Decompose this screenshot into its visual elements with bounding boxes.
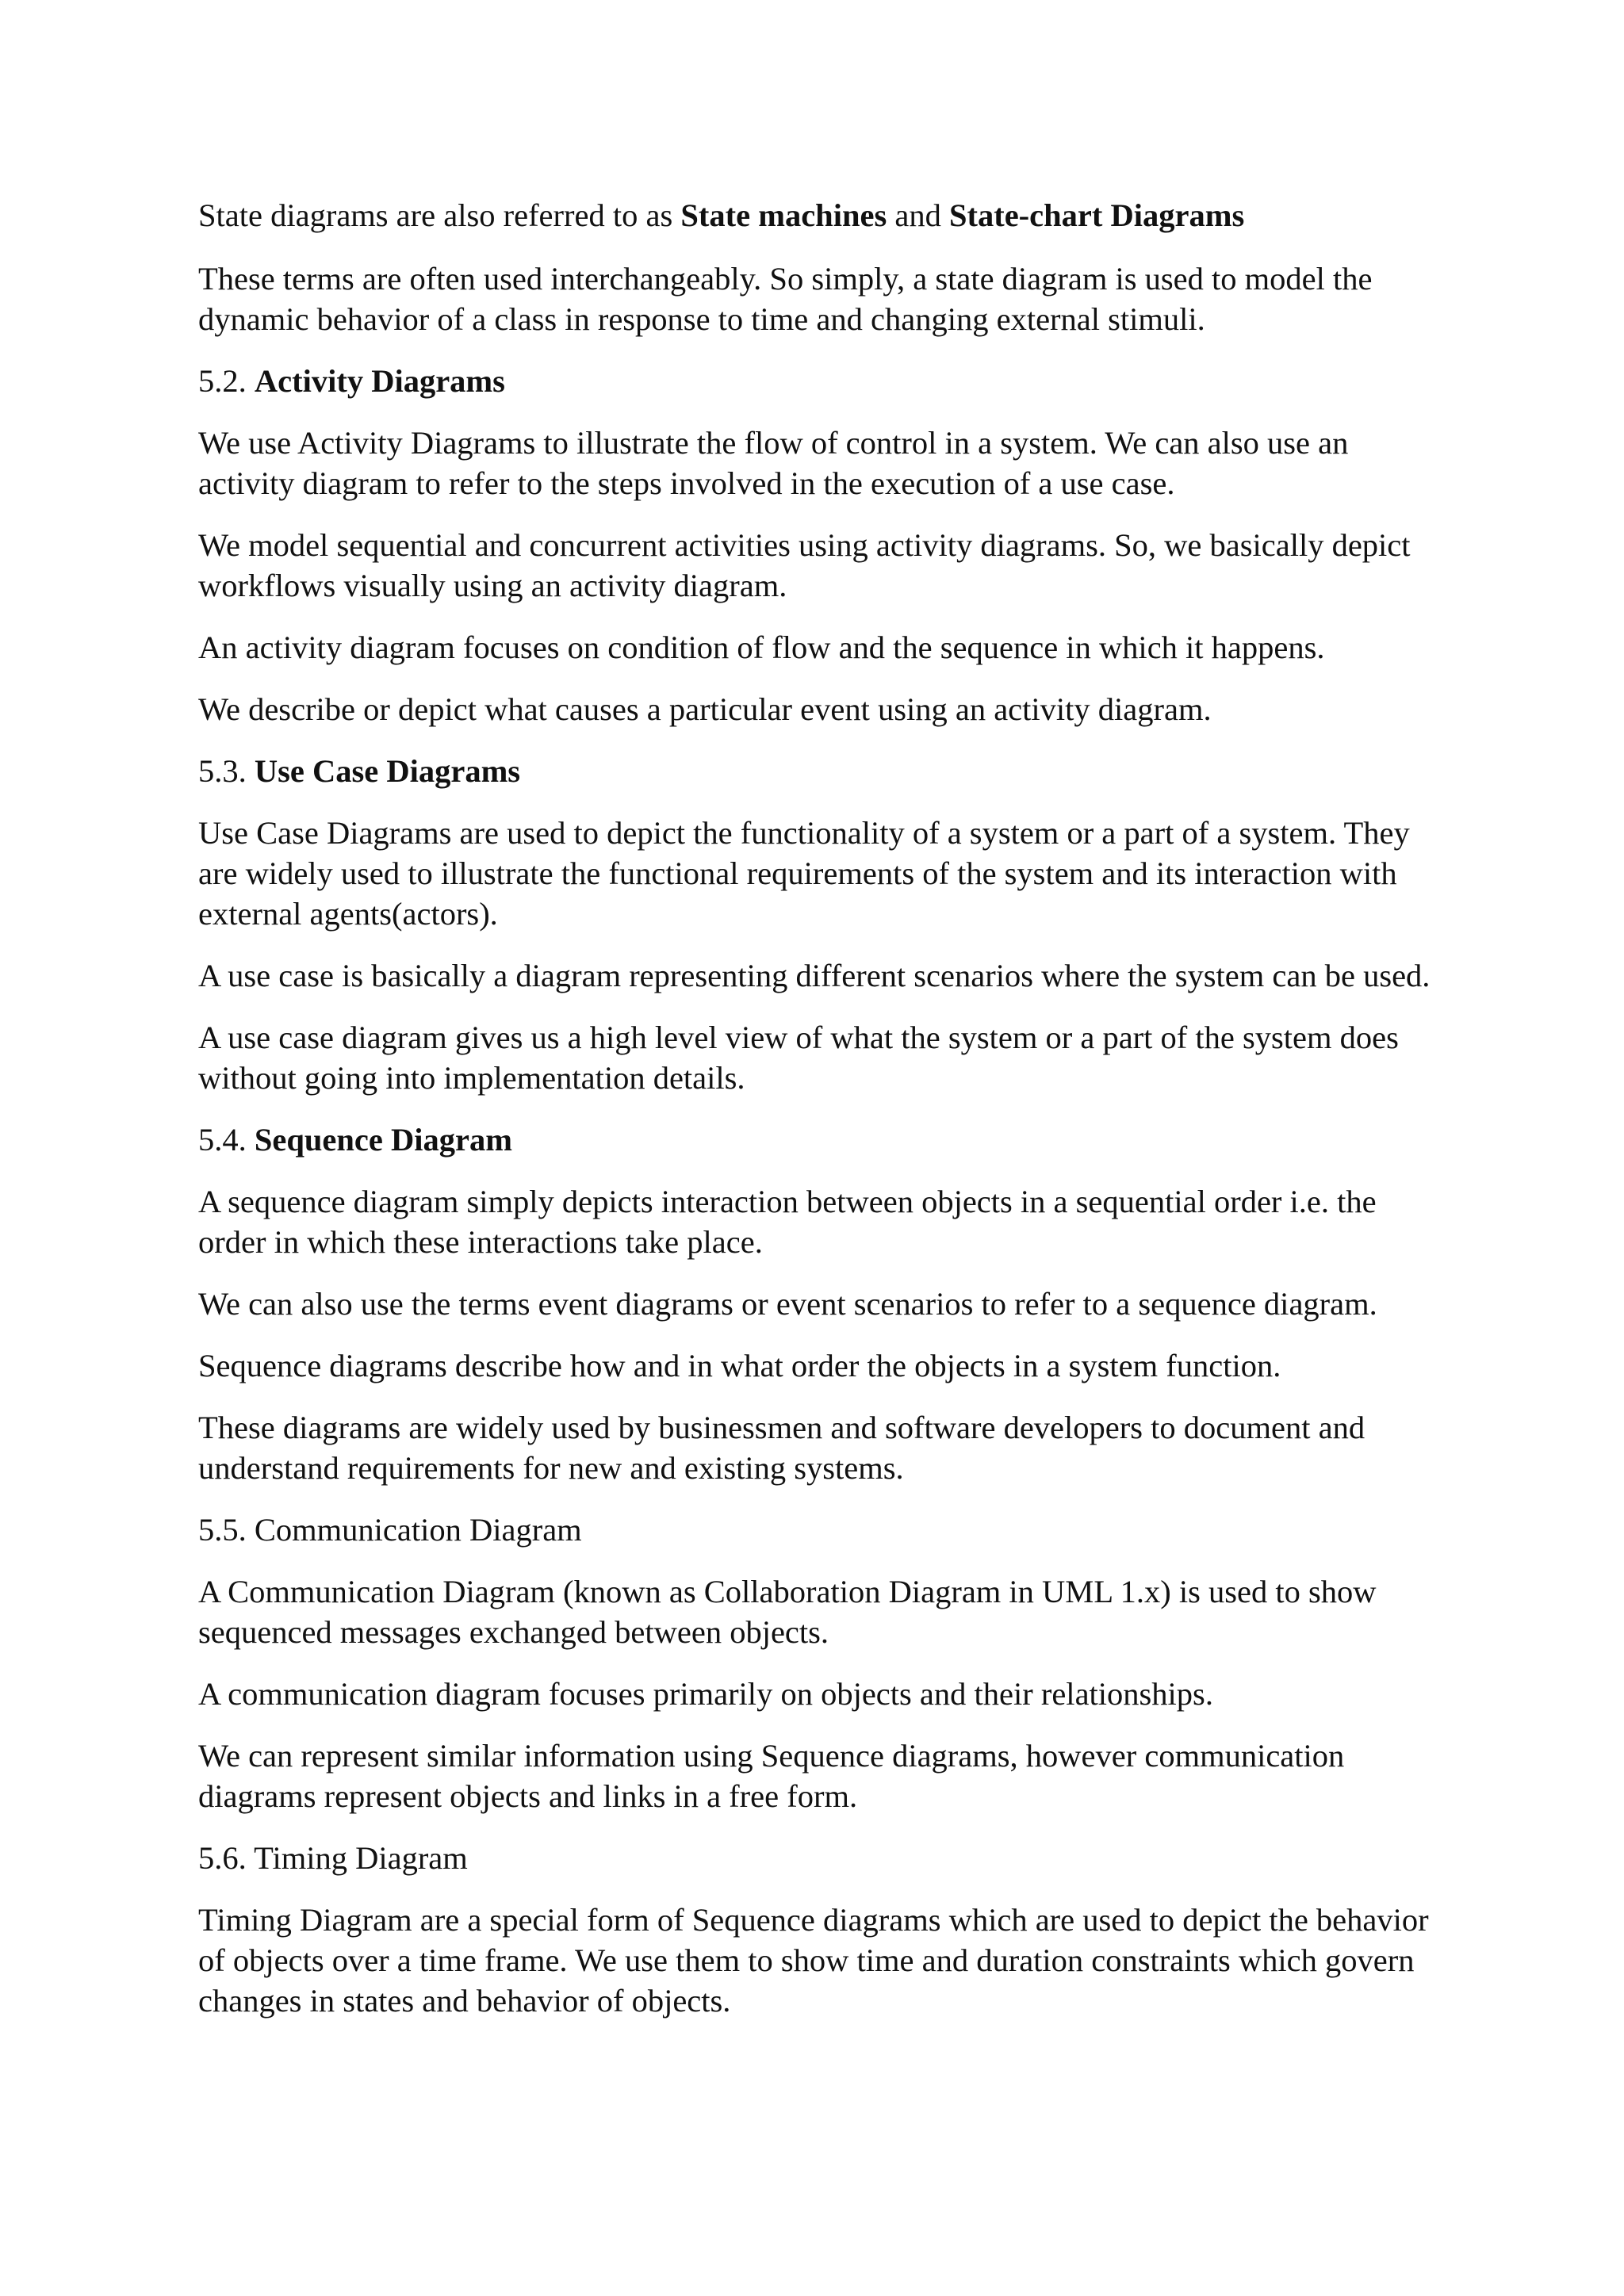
activity-paragraph: An activity diagram focuses on condition of flow and the sequence in which it happens.	[198, 629, 1325, 665]
sequence-paragraph: These diagrams are widely used by businessmen and software developers to document and understand requirements for new and existing systems.	[198, 1410, 1365, 1486]
use-case-paragraph: Use Case Diagrams are used to depict the functionality of a system or a part of a system. They are widely used to illustrate the functional requirements of the system and its interaction with external agents(actors).	[198, 815, 1410, 932]
sequence-paragraph: We can also use the terms event diagrams or event scenarios to refer to a sequence diagram.	[198, 1286, 1377, 1322]
section-number: 5.3.	[198, 753, 247, 789]
state-aliases-and: and	[894, 197, 941, 233]
activity-paragraph: We describe or depict what causes a particular event using an activity diagram.	[198, 691, 1212, 727]
section-title: Sequence Diagram	[254, 1122, 512, 1158]
section-heading-timing: 5.6. Timing Diagram	[198, 1840, 468, 1876]
activity-paragraph: We use Activity Diagrams to illustrate the flow of control in a system. We can also use an activity diagram to refer to the steps involved in the execution of a use case.	[198, 425, 1349, 501]
sequence-paragraph: Sequence diagrams describe how and in what order the objects in a system function.	[198, 1348, 1281, 1383]
section-number: 5.2.	[198, 363, 247, 399]
communication-paragraph: A communication diagram focuses primarily on objects and their relationships.	[198, 1676, 1213, 1712]
sequence-paragraph: A sequence diagram simply depicts interaction between objects in a sequential order i.e. the order in which these interactions take place.	[198, 1184, 1377, 1260]
section-heading-communication: 5.5. Communication Diagram	[198, 1512, 582, 1548]
section-heading-use-case	[198, 751, 1451, 791]
use-case-paragraph: A use case diagram gives us a high level view of what the system or a part of the system does without going into implementation details.	[198, 1020, 1399, 1096]
communication-paragraph: We can represent similar information using Sequence diagrams, however communication diagrams represent objects and links in a free form.	[198, 1738, 1345, 1814]
section-number: 5.4.	[198, 1122, 247, 1158]
communication-paragraph: A Communication Diagram (known as Collaboration Diagram in UML 1.x) is used to show sequenced messages exchanged between objects.	[198, 1574, 1377, 1650]
state-aliases-line	[198, 195, 1451, 235]
use-case-paragraph: A use case is basically a diagram representing different scenarios where the system can be used.	[198, 958, 1431, 993]
term-state-machines: State machines	[680, 197, 887, 233]
section-title: Activity Diagrams	[254, 363, 505, 399]
activity-paragraph: We model sequential and concurrent activities using activity diagrams. So, we basically depict workflows visually using an activity diagram.	[198, 527, 1411, 603]
section-title: Use Case Diagrams	[254, 753, 521, 789]
section-heading-activity	[198, 361, 1451, 401]
state-diagram-paragraph: These terms are often used interchangeably. So simply, a state diagram is used to model the dynamic behavior of a class in response to time and changing external stimuli.	[198, 261, 1373, 337]
term-state-chart-diagrams: State-chart Diagrams	[948, 197, 1245, 233]
state-aliases-prefix: State diagrams are also referred to as	[198, 197, 673, 233]
timing-paragraph: Timing Diagram are a special form of Sequence diagrams which are used to depict the behavior of objects over a time frame. We use them to show time and duration constraints which govern changes in states and behavior of objects.	[198, 1902, 1429, 2019]
document-body	[198, 195, 1451, 2042]
section-heading-sequence	[198, 1119, 1451, 1160]
